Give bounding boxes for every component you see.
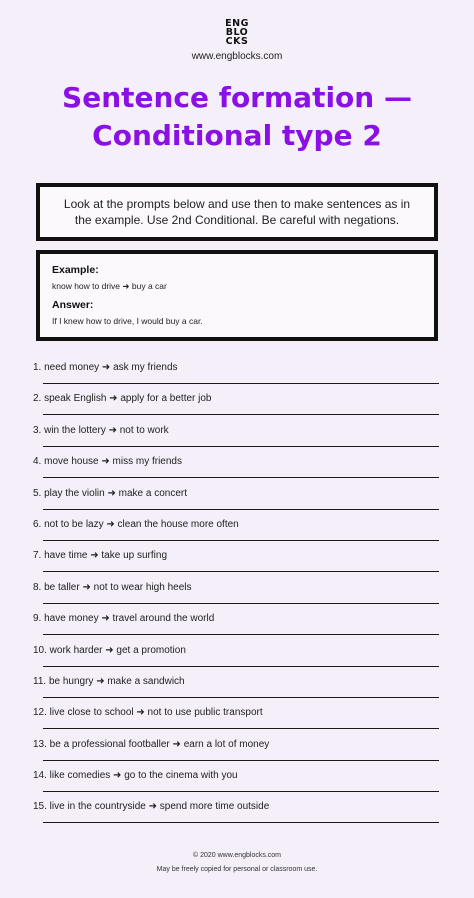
exercise-item [33,799,439,830]
exercise-list [33,360,439,831]
exercise-item [33,486,439,517]
exercise-item [33,517,439,548]
exercise-item [33,737,439,768]
answer-label: Answer: [52,299,94,311]
exercise-prompt: 15. live in the countryside ➜ spend more time outside [33,801,270,813]
exercise-prompt: 12. live close to school ➜ not to use public transport [33,707,263,719]
instructions-box [36,183,438,241]
logo-line-2: BLO [225,26,249,38]
instructions-text: Look at the prompts below and use then to make sentences as in the example. Use 2nd Conditional. Be careful with negations. [63,197,411,227]
example-label: Example: [52,264,99,276]
answer-line[interactable] [43,634,439,635]
answer-line[interactable] [43,571,439,572]
exercise-item [33,454,439,485]
logo-line-3: CKS [225,35,249,47]
answer-line[interactable] [43,414,439,415]
exercise-prompt: 6. not to be lazy ➜ clean the house more often [33,518,239,530]
answer-line[interactable] [43,509,439,510]
footer-copyright: © 2020 www.engblocks.com [192,852,282,859]
exercise-item [33,611,439,642]
example-text: know how to drive ➜ buy a car [52,281,167,291]
exercise-prompt: 13. be a professional footballer ➜ earn a lot of money [33,738,270,750]
exercise-prompt: 14. like comedies ➜ go to the cinema with you [33,770,238,782]
title-line-2: Conditional type 2 [92,119,382,152]
exercise-item [33,391,439,422]
exercise-item [33,580,439,611]
page-title [0,79,474,155]
answer-line[interactable] [43,383,439,384]
exercise-prompt: 7. have time ➜ take up surfing [33,550,168,562]
exercise-item [33,768,439,799]
footer-license: May be freely copied for personal or classroom use. [156,866,318,873]
exercise-prompt: 4. move house ➜ miss my friends [33,456,182,468]
answer-text: If I knew how to drive, I would buy a car. [52,316,203,326]
answer-line[interactable] [43,540,439,541]
exercise-prompt: 8. be taller ➜ not to wear high heels [33,581,192,593]
exercise-prompt: 1. need money ➜ ask my friends [33,362,178,373]
example-box [36,250,438,341]
answer-line[interactable] [43,477,439,478]
answer-line[interactable] [43,603,439,604]
answer-line[interactable] [43,446,439,447]
exercise-prompt: 11. be hungry ➜ make a sandwich [33,675,185,687]
answer-line[interactable] [43,822,439,823]
exercise-item [33,643,439,674]
answer-line[interactable] [43,666,439,667]
answer-line[interactable] [43,697,439,698]
exercise-item [33,548,439,579]
title-line-1: Sentence formation — [62,81,412,114]
answer-line[interactable] [43,728,439,729]
exercise-prompt: 5. play the violin ➜ make a concert [33,487,188,499]
exercise-item [33,360,439,391]
exercise-prompt: 10. work harder ➜ get a promotion [33,644,186,656]
exercise-item [33,674,439,705]
exercise-item [33,705,439,736]
exercise-item [33,423,439,454]
exercise-prompt: 2. speak English ➜ apply for a better job [33,393,212,405]
exercise-prompt: 3. win the lottery ➜ not to work [33,424,169,436]
site-url: www.engblocks.com [191,51,283,62]
answer-line[interactable] [43,791,439,792]
answer-line[interactable] [43,760,439,761]
engblocks-logo [219,14,255,50]
exercise-prompt: 9. have money ➜ travel around the world [33,613,215,625]
logo-line-1: ENG [225,17,249,29]
